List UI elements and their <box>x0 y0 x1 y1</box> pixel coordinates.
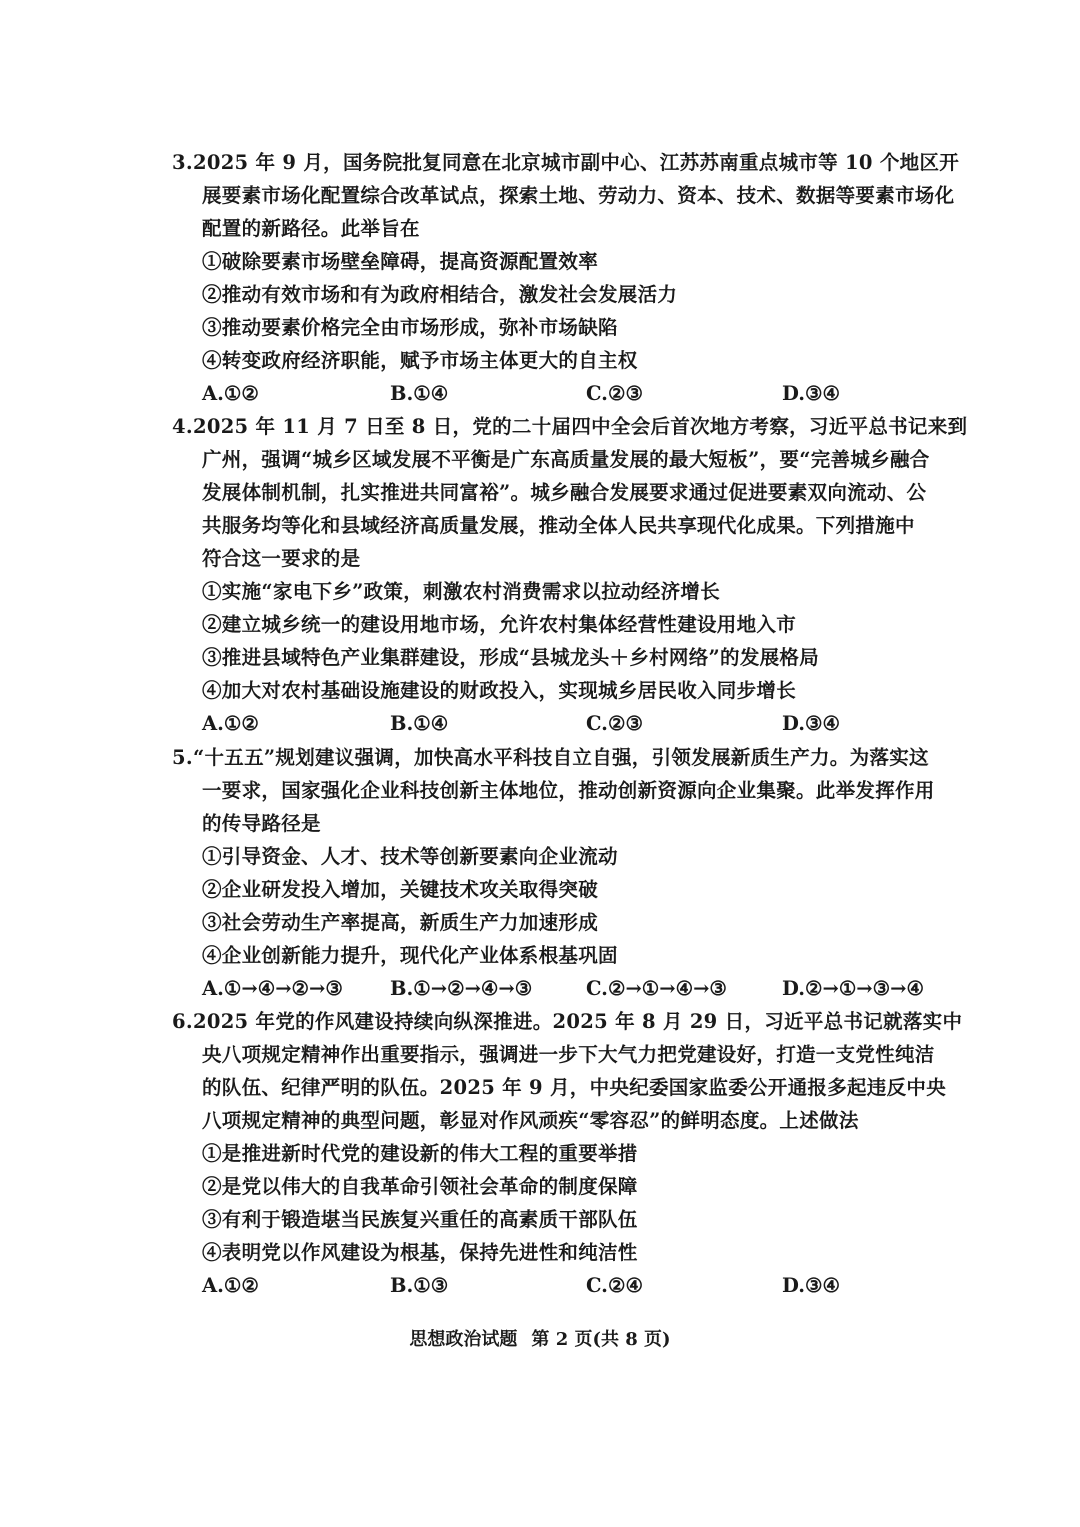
question-5 <box>172 741 972 1005</box>
choice-d: D.③④ <box>782 712 840 735</box>
statement-option: ③推进县域特色产业集群建设，形成“县城龙头＋乡村网络”的发展格局 <box>202 646 820 669</box>
question-stem-line: 5.“十五五”规划建议强调，加快高水平科技自立自强，引领发展新质生产力。为落实这 <box>172 746 929 769</box>
choice-b: B.①④ <box>390 382 449 405</box>
question-stem-line: 央八项规定精神作出重要指示，强调进一步下大气力把党建设好，打造一支党性纯洁 <box>202 1043 935 1066</box>
question-stem-line: 6.2025 年党的作风建设持续向纵深推进。2025 年 8 月 29 日，习近平总书记就落实中 <box>172 1010 963 1033</box>
statement-option: ③社会劳动生产率提高，新质生产力加速形成 <box>202 911 599 934</box>
question-stem-line: 展要素市场化配置综合改革试点，探索土地、劳动力、资本、技术、数据等要素市场化 <box>202 184 955 207</box>
statement-option: ②企业研发投入增加，关键技术攻关取得突破 <box>202 878 599 901</box>
choice-a: A.①② <box>202 382 259 405</box>
choice-d: D.②→①→③→④ <box>782 977 924 1000</box>
answer-choices <box>172 1269 972 1302</box>
statement-option: ③推动要素价格完全由市场形成，弥补市场缺陷 <box>202 316 618 339</box>
question-stem-line: 的队伍、纪律严明的队伍。2025 年 9 月，中央纪委国家监委公开通报多起违反中央 <box>202 1076 947 1099</box>
question-stem-line: 八项规定精神的典型问题，彰显对作风顽疾“零容忍”的鲜明态度。上述做法 <box>202 1109 859 1132</box>
question-3 <box>172 146 972 410</box>
question-stem-line: 4.2025 年 11 月 7 日至 8 日，党的二十届四中全会后首次地方考察，习近平总书记来到 <box>172 415 968 438</box>
statement-option: ①是推进新时代党的建设新的伟大工程的重要举措 <box>202 1142 638 1165</box>
choice-c: C.②③ <box>586 382 643 405</box>
question-stem-line: 一要求，国家强化企业科技创新主体地位，推动创新资源向企业集聚。此举发挥作用 <box>202 779 935 802</box>
footer-subject: 思想政治试题 <box>409 1329 518 1350</box>
statement-option: ④企业创新能力提升，现代化产业体系根基巩固 <box>202 944 618 967</box>
question-stem-line: 3.2025 年 9 月，国务院批复同意在北京城市副中心、江苏苏南重点城市等 10 个地区开 <box>172 151 960 174</box>
question-4 <box>172 410 972 740</box>
statement-option: ④加大对农村基础设施建设的财政投入，实现城乡居民收入同步增长 <box>202 679 797 702</box>
statement-option: ②是党以伟大的自我革命引领社会革命的制度保障 <box>202 1175 638 1198</box>
statement-option: ①引导资金、人才、技术等创新要素向企业流动 <box>202 845 618 868</box>
question-stem-line: 发展体制机制，扎实推进共同富裕”。城乡融合发展要求通过促进要素双向流动、公 <box>202 481 927 504</box>
choice-a: A.①→④→②→③ <box>202 977 343 1000</box>
statement-option: ④转变政府经济职能，赋予市场主体更大的自主权 <box>202 349 638 372</box>
question-stem-line: 配置的新路径。此举旨在 <box>202 217 420 240</box>
statement-option: ③有利于锻造堪当民族复兴重任的高素质干部队伍 <box>202 1208 638 1231</box>
choice-c: C.②③ <box>586 712 643 735</box>
choice-b: B.①③ <box>390 1274 449 1297</box>
statement-option: ②建立城乡统一的建设用地市场，允许农村集体经营性建设用地入市 <box>202 613 797 636</box>
choice-b: B.①④ <box>390 712 449 735</box>
statement-option: ①破除要素市场壁垒障碍，提高资源配置效率 <box>202 250 599 273</box>
footer-page-number: 第 2 页(共 8 页) <box>531 1329 671 1350</box>
page-footer <box>0 1325 1080 1351</box>
answer-choices <box>172 377 972 410</box>
choice-d: D.③④ <box>782 382 840 405</box>
question-stem-line: 广州，强调“城乡区域发展不平衡是广东高质量发展的最大短板”，要“完善城乡融合 <box>202 448 930 471</box>
choice-d: D.③④ <box>782 1274 840 1297</box>
question-stem-line: 的传导路径是 <box>202 812 321 835</box>
question-stem-line: 符合这一要求的是 <box>202 547 361 570</box>
question-6 <box>172 1005 972 1302</box>
statement-option: ④表明党以作风建设为根基，保持先进性和纯洁性 <box>202 1241 638 1264</box>
choice-b: B.①→②→④→③ <box>390 977 533 1000</box>
choice-c: C.②④ <box>586 1274 643 1297</box>
statement-option: ①实施“家电下乡”政策，刺激农村消费需求以拉动经济增长 <box>202 580 721 603</box>
choice-a: A.①② <box>202 1274 259 1297</box>
answer-choices <box>172 707 972 740</box>
choice-a: A.①② <box>202 712 259 735</box>
question-stem-line: 共服务均等化和县域经济高质量发展，推动全体人民共享现代化成果。下列措施中 <box>202 514 915 537</box>
answer-choices <box>172 972 972 1005</box>
statement-option: ②推动有效市场和有为政府相结合，激发社会发展活力 <box>202 283 678 306</box>
choice-c: C.②→①→④→③ <box>586 977 727 1000</box>
